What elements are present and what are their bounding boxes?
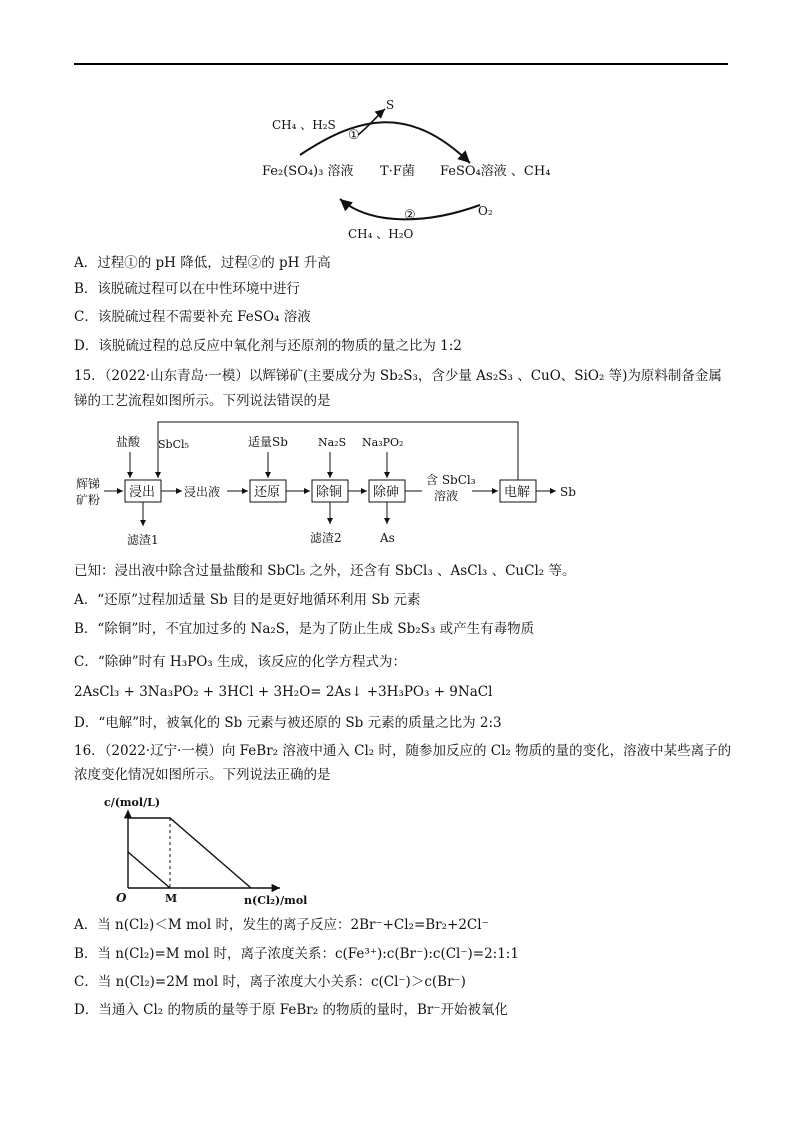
label-sbcl3-1: 含 SbCl₃: [426, 473, 476, 487]
label-ch4-h2o: CH₄ 、H₂O: [348, 227, 414, 241]
label-hcl: 盐酸: [116, 435, 141, 449]
q16-stem-line2: 浓度变化情况如图所示。下列说法正确的是: [74, 767, 331, 783]
concentration-graph: [104, 790, 334, 910]
label-residue2: 滤渣2: [310, 531, 342, 545]
graph-origin: O: [116, 891, 127, 905]
q14-option-b: B．该脱硫过程可以在中性环境中进行: [74, 281, 300, 297]
label-na2s: Na₂S: [318, 436, 347, 449]
graph-xlabel: n(Cl₂)/mol: [244, 894, 308, 907]
label-sb-out: Sb: [560, 485, 576, 499]
label-fe2so43: Fe₂(SO₄)₃ 溶液: [262, 164, 354, 179]
label-ore-2: 矿粉: [76, 493, 101, 507]
q15-equation: 2AsCl₃ + 3Na₃PO₂ + 3HCl + 3H₂O= 2As↓ +3H₃PO₃ + 9NaCl: [74, 684, 493, 700]
label-ch4-h2s: CH₄ 、H₂S: [272, 118, 336, 132]
label-step2: ②: [404, 208, 416, 223]
desulfurization-cycle-diagram: [250, 95, 560, 245]
q16-option-d: D．当通入 Cl₂ 的物质的量等于原 FeBr₂ 的物质的量时，Br⁻开始被氧化: [74, 1002, 508, 1018]
q15-stem-line2: 锑的工艺流程如图所示。下列说法错误的是: [74, 393, 331, 409]
antimony-process-flowchart: [72, 418, 592, 556]
q14-option-d: D．该脱硫过程的总反应中氧化剂与还原剂的物质的量之比为 1:2: [74, 338, 462, 354]
label-o2: O₂: [478, 204, 493, 218]
q14-option-a: A．过程①的 pH 降低，过程②的 pH 升高: [74, 255, 331, 271]
label-ore-1: 辉锑: [76, 477, 101, 491]
label-sb-add: 适量Sb: [248, 435, 288, 449]
label-bacteria: T·F菌: [380, 164, 415, 179]
label-residue1: 滤渣1: [127, 533, 159, 547]
q14-option-c: C．该脱硫过程不需要补充 FeSO₄ 溶液: [74, 309, 311, 325]
graph-m: M: [165, 892, 178, 905]
series-fe-line: [128, 852, 170, 888]
label-s: S: [386, 98, 395, 112]
top-rule: [74, 63, 728, 65]
label-sbcl3-2: 溶液: [434, 489, 459, 503]
label-electrolysis: 电解: [504, 485, 531, 500]
label-na3po2: Na₃PO₂: [362, 436, 404, 449]
label-step1: ①: [348, 128, 360, 143]
graph-ylabel: c/(mol/L): [104, 796, 161, 809]
q16-option-a: A．当 n(Cl₂)＜M mol 时，发生的离子反应：2Br⁻+Cl₂=Br₂+2Cl⁻: [74, 917, 489, 933]
q16-option-c: C．当 n(Cl₂)=2M mol 时，离子浓度大小关系：c(Cl⁻)＞c(Br⁻): [74, 974, 466, 990]
recycle-line: [158, 422, 518, 480]
label-decu: 除铜: [316, 485, 343, 500]
q15-known: 已知：浸出液中除含过量盐酸和 SbCl₅ 之外，还含有 SbCl₃ 、AsCl₃ 、CuCl₂ 等。: [74, 563, 576, 579]
label-reduce: 还原: [254, 485, 281, 500]
label-leach: 浸出: [129, 485, 156, 500]
label-feso4: FeSO₄溶液 、CH₄: [440, 164, 551, 179]
q16-option-b: B．当 n(Cl₂)=M mol 时，离子浓度关系：c(Fe³⁺):c(Br⁻):c(Cl⁻)=2:1:1: [74, 946, 519, 962]
q15-option-b: B．“除铜”时，不宜加过多的 Na₂S，是为了防止生成 Sb₂S₃ 或产生有毒物质: [74, 621, 535, 637]
label-leachate: 浸出液: [184, 485, 221, 499]
q15-option-d: D．“电解”时，被氧化的 Sb 元素与被还原的 Sb 元素的质量之比为 2:3: [74, 715, 502, 731]
label-sbcl5: SbCl₅: [158, 438, 189, 451]
q16-stem-line1: 16．（2022·辽宁·一模）向 FeBr₂ 溶液中通入 Cl₂ 时，随参加反应的 Cl₂ 物质的量的变化，溶液中某些离子的: [74, 743, 732, 759]
q15-option-a: A．“还原”过程加适量 Sb 目的是更好地循环利用 Sb 元素: [74, 592, 421, 608]
label-deas: 除砷: [373, 485, 400, 500]
q15-stem-line1: 15．（2022·山东青岛·一模）以辉锑矿(主要成分为 Sb₂S₃，含少量 As₂S₃ 、CuO、SiO₂ 等)为原料制备金属: [74, 368, 722, 384]
q15-option-c: C．“除砷”时有 H₃PO₃ 生成，该反应的化学方程式为：: [74, 654, 406, 670]
label-as: As: [380, 531, 395, 545]
series-br-line: [128, 818, 251, 888]
